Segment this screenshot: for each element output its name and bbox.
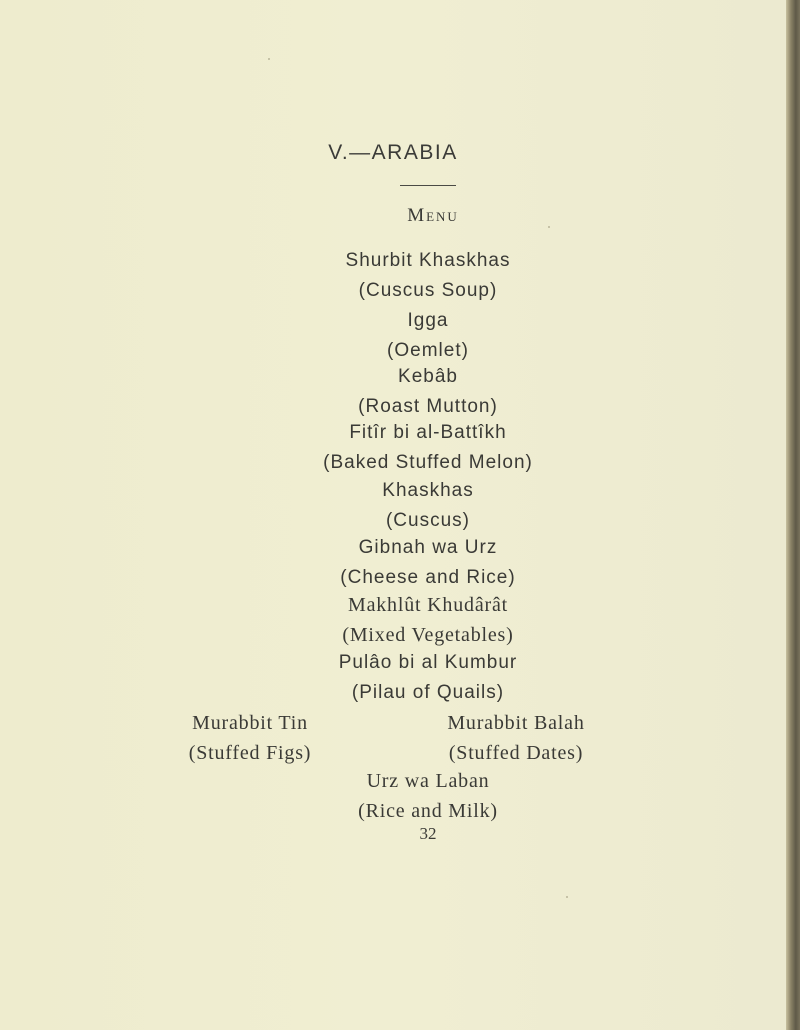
paper-speck xyxy=(268,58,270,60)
dish-name: Gibnah wa Urz xyxy=(358,537,498,558)
title-divider xyxy=(400,185,456,186)
paper-speck xyxy=(566,896,568,898)
dish-name: Kebâb xyxy=(398,366,458,387)
menu-item xyxy=(0,766,800,826)
dish-name: Fitîr bi al-Battîkh xyxy=(349,422,507,443)
dish-name: Murabbit Balah xyxy=(447,712,585,734)
dish-name: Igga xyxy=(407,310,449,331)
dish-translation: (Cuscus Soup) xyxy=(358,280,498,301)
dish-translation: (Roast Mutton) xyxy=(358,396,498,417)
menu-item xyxy=(0,590,800,650)
dish-translation: (Cheese and Rice) xyxy=(340,567,516,588)
dish-translation: (Pilau of Quails) xyxy=(351,682,505,703)
menu-item xyxy=(0,648,800,708)
dish-name: Urz wa Laban xyxy=(366,770,490,792)
dish-translation: (Cuscus) xyxy=(385,510,470,531)
paired-menu-items xyxy=(0,708,786,768)
menu-item xyxy=(0,362,800,422)
menu-item xyxy=(0,306,800,366)
menu-heading: Menu xyxy=(407,205,459,226)
dish-translation: (Oemlet) xyxy=(387,340,469,361)
menu-item xyxy=(0,533,800,593)
menu-item-right xyxy=(416,708,616,768)
dish-translation: (Baked Stuffed Melon) xyxy=(323,452,533,473)
dish-translation: (Mixed Vegetables) xyxy=(342,624,514,646)
menu-item xyxy=(0,246,800,306)
page-number: 32 xyxy=(419,824,437,843)
dish-name: Khaskhas xyxy=(382,480,474,501)
menu-item xyxy=(0,418,800,478)
dish-translation: (Rice and Milk) xyxy=(358,800,498,822)
dish-translation: (Stuffed Dates) xyxy=(448,742,584,764)
dish-name: Murabbit Tin xyxy=(192,712,308,734)
paper-speck xyxy=(548,226,550,228)
dish-name: Makhlût Khudârât xyxy=(348,594,508,616)
dish-name: Pulâo bi al Kumbur xyxy=(338,652,518,673)
chapter-title: V.—ARABIA xyxy=(328,141,458,164)
menu-item xyxy=(0,476,800,536)
dish-name: Shurbit Khaskhas xyxy=(345,250,511,271)
dish-translation: (Stuffed Figs) xyxy=(188,742,312,764)
menu-item-left xyxy=(160,708,340,768)
book-binding-edge xyxy=(786,0,800,1030)
